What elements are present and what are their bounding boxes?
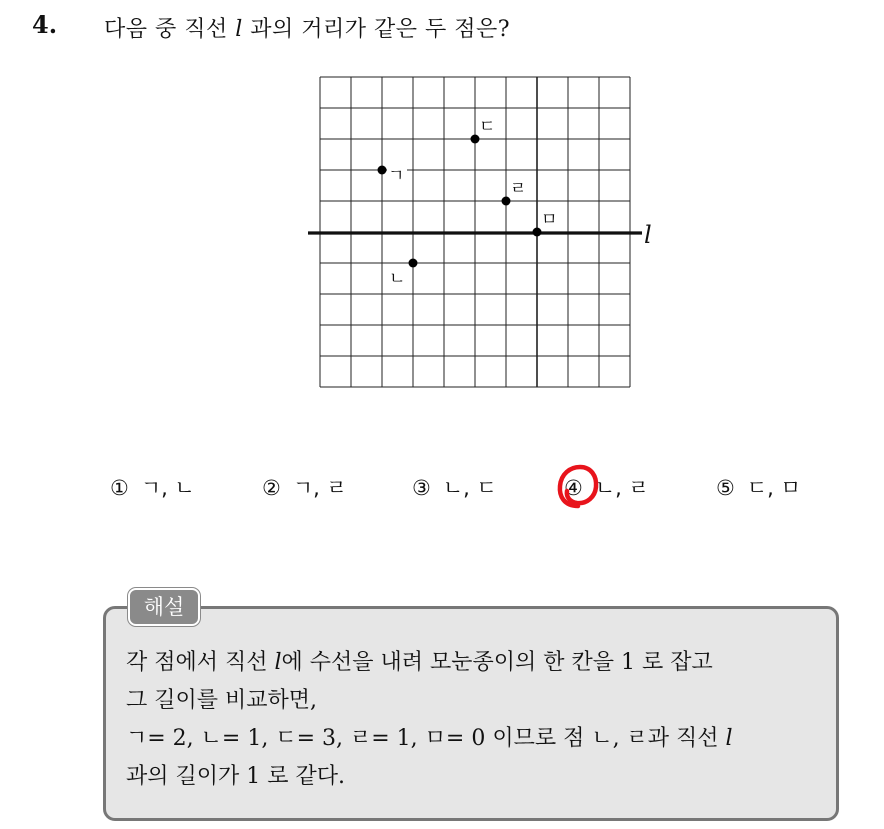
choice-1[interactable] [110,468,195,508]
choice-2[interactable] [262,468,347,508]
point-dot [533,228,542,237]
point-dot [409,259,418,268]
choice-number: ② [262,476,281,500]
explanation-line-3-before: ㄱ= 2, ㄴ= 1, ㄷ= 3, ㄹ= 1, ㅁ= 0 이므로 점 ㄴ, ㄹ과 직선 [126,726,726,751]
explanation-line-1 [126,644,836,682]
explanation-line-2: 그 길이를 비교하면, [126,688,317,713]
choice-5[interactable] [716,468,801,508]
choice-text: ㄷ, ㅁ [746,476,801,500]
point-dot [378,166,387,175]
grid-graph [300,70,670,400]
explanation-line-3-var: l [725,726,733,751]
explanation-text [126,644,836,796]
question-text [104,12,510,43]
explanation-line-3 [126,720,836,758]
choice-number: ⑤ [716,476,735,500]
point-label: ㅁ [541,210,558,230]
question-text-before: 다음 중 직선 [104,17,236,42]
question-number: 4. [32,10,58,39]
point-label: ㄹ [510,179,527,199]
explanation-line-1-before: 각 점에서 직선 [126,650,275,675]
question-text-after: 과의 거리가 같은 두 점은? [242,17,511,42]
choice-3[interactable] [412,468,497,508]
choice-number: ④ [564,476,583,500]
point-label: ㄱ [388,166,405,186]
choice-4[interactable] [564,468,649,508]
explanation-line-4: 과의 길이가 1 로 같다. [126,764,345,789]
choice-text: ㄴ, ㄹ [594,476,649,500]
point-dot [471,135,480,144]
point-label: ㄴ [389,269,406,289]
choice-text: ㄱ, ㄹ [292,476,347,500]
choice-number: ③ [412,476,431,500]
line-l-label: l [644,221,652,249]
choice-number: ① [110,476,129,500]
point-label: ㄷ [479,117,496,137]
question-line-var: l [235,17,243,42]
choice-text: ㄱ, ㄴ [140,476,195,500]
explanation-line-1-after: 에 수선을 내려 모눈종이의 한 칸을 1 로 잡고 [281,650,713,675]
choice-text: ㄴ, ㄷ [442,476,497,500]
choices-list [110,468,830,512]
explanation-tag: 해설 [128,588,200,626]
point-dot [502,197,511,206]
explanation-line-1-var: l [274,650,282,675]
